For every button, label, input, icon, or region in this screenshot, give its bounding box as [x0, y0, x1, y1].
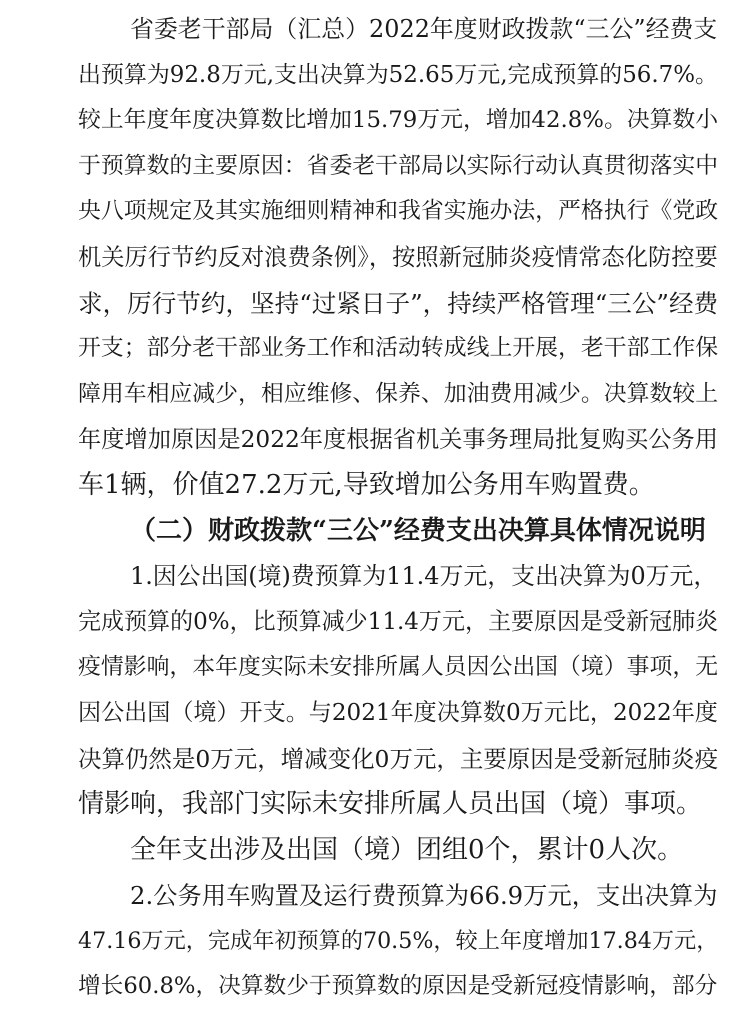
text-line: 央八项规定及其实施细则精神和我省实施办法，严格执行《党政 [78, 198, 719, 225]
text-line: 较上年度年度决算数比增加15.79万元，增加42.8%。决算数小 [78, 107, 719, 134]
text-line: 情影响，我部门实际未安排所属人员出国（境）事项。 [78, 789, 703, 820]
paragraph-three-public-summary [78, 7, 718, 509]
paragraph-overseas-travel [78, 554, 718, 828]
text-line: 出预算为92.8万元,支出决算为52.65万元,完成预算的56.7%。 [78, 61, 718, 88]
text-line: 年度增加原因是2022年度根据省机关事务理局批复购买公务用 [78, 426, 718, 454]
text-line: 开支；部分老干部业务工作和活动转成线上开展，老干部工作保 [78, 335, 719, 362]
text-line: 省委老干部局（汇总）2022年度财政拨款“三公”经费支 [130, 15, 718, 43]
document-body [78, 7, 718, 1010]
text-line: 1.因公出国(境)费预算为11.4万元，支出决算为0万元， [130, 562, 718, 591]
text-line: 47.16万元，完成年初预算的70.5%，较上年度增加17.84万元， [78, 927, 719, 954]
paragraph-overseas-groups [78, 828, 718, 874]
paragraph-official-vehicles [78, 873, 718, 1010]
text-line: 求，厉行节约，坚持“过紧日子”，持续严格管理“三公”经费 [78, 288, 719, 318]
text-line: 车1辆，价值27.2万元,导致增加公务用车购置费。 [78, 469, 655, 500]
text-line: 2.公务用车购置及运行费预算为66.9万元，支出决算为 [130, 881, 718, 911]
text-line: 机关厉行节约反对浪费条例》，按照新冠肺炎疫情常态化防控要 [78, 243, 718, 271]
text-line: 全年支出涉及出国（境）团组0个，累计0人次。 [130, 834, 684, 865]
text-line: 障用车相应减少，相应维修、保养、加油费用减少。决算数较上 [78, 380, 719, 407]
text-line: 完成预算的0%，比预算减少11.4万元，主要原因是受新冠肺炎 [78, 608, 719, 635]
text-line: 因公出国（境）开支。与2021年度决算数0万元比，2022年度 [78, 699, 718, 726]
text-line: 增长60.8%，决算数少于预算数的原因是受新冠疫情影响，部分 [78, 973, 718, 1000]
section-heading-details [78, 509, 718, 555]
text-line: 于预算数的主要原因：省委老干部局以实际行动认真贯彻落实中 [78, 152, 719, 179]
text-line: 疫情影响，本年度实际未安排所属人员因公出国（境）事项，无 [78, 654, 719, 681]
text-line: （二）财政拨款“三公”经费支出决算具体情况说明 [130, 515, 706, 546]
text-line: 决算仍然是0万元，增减变化0万元，主要原因是受新冠肺炎疫 [78, 744, 719, 773]
